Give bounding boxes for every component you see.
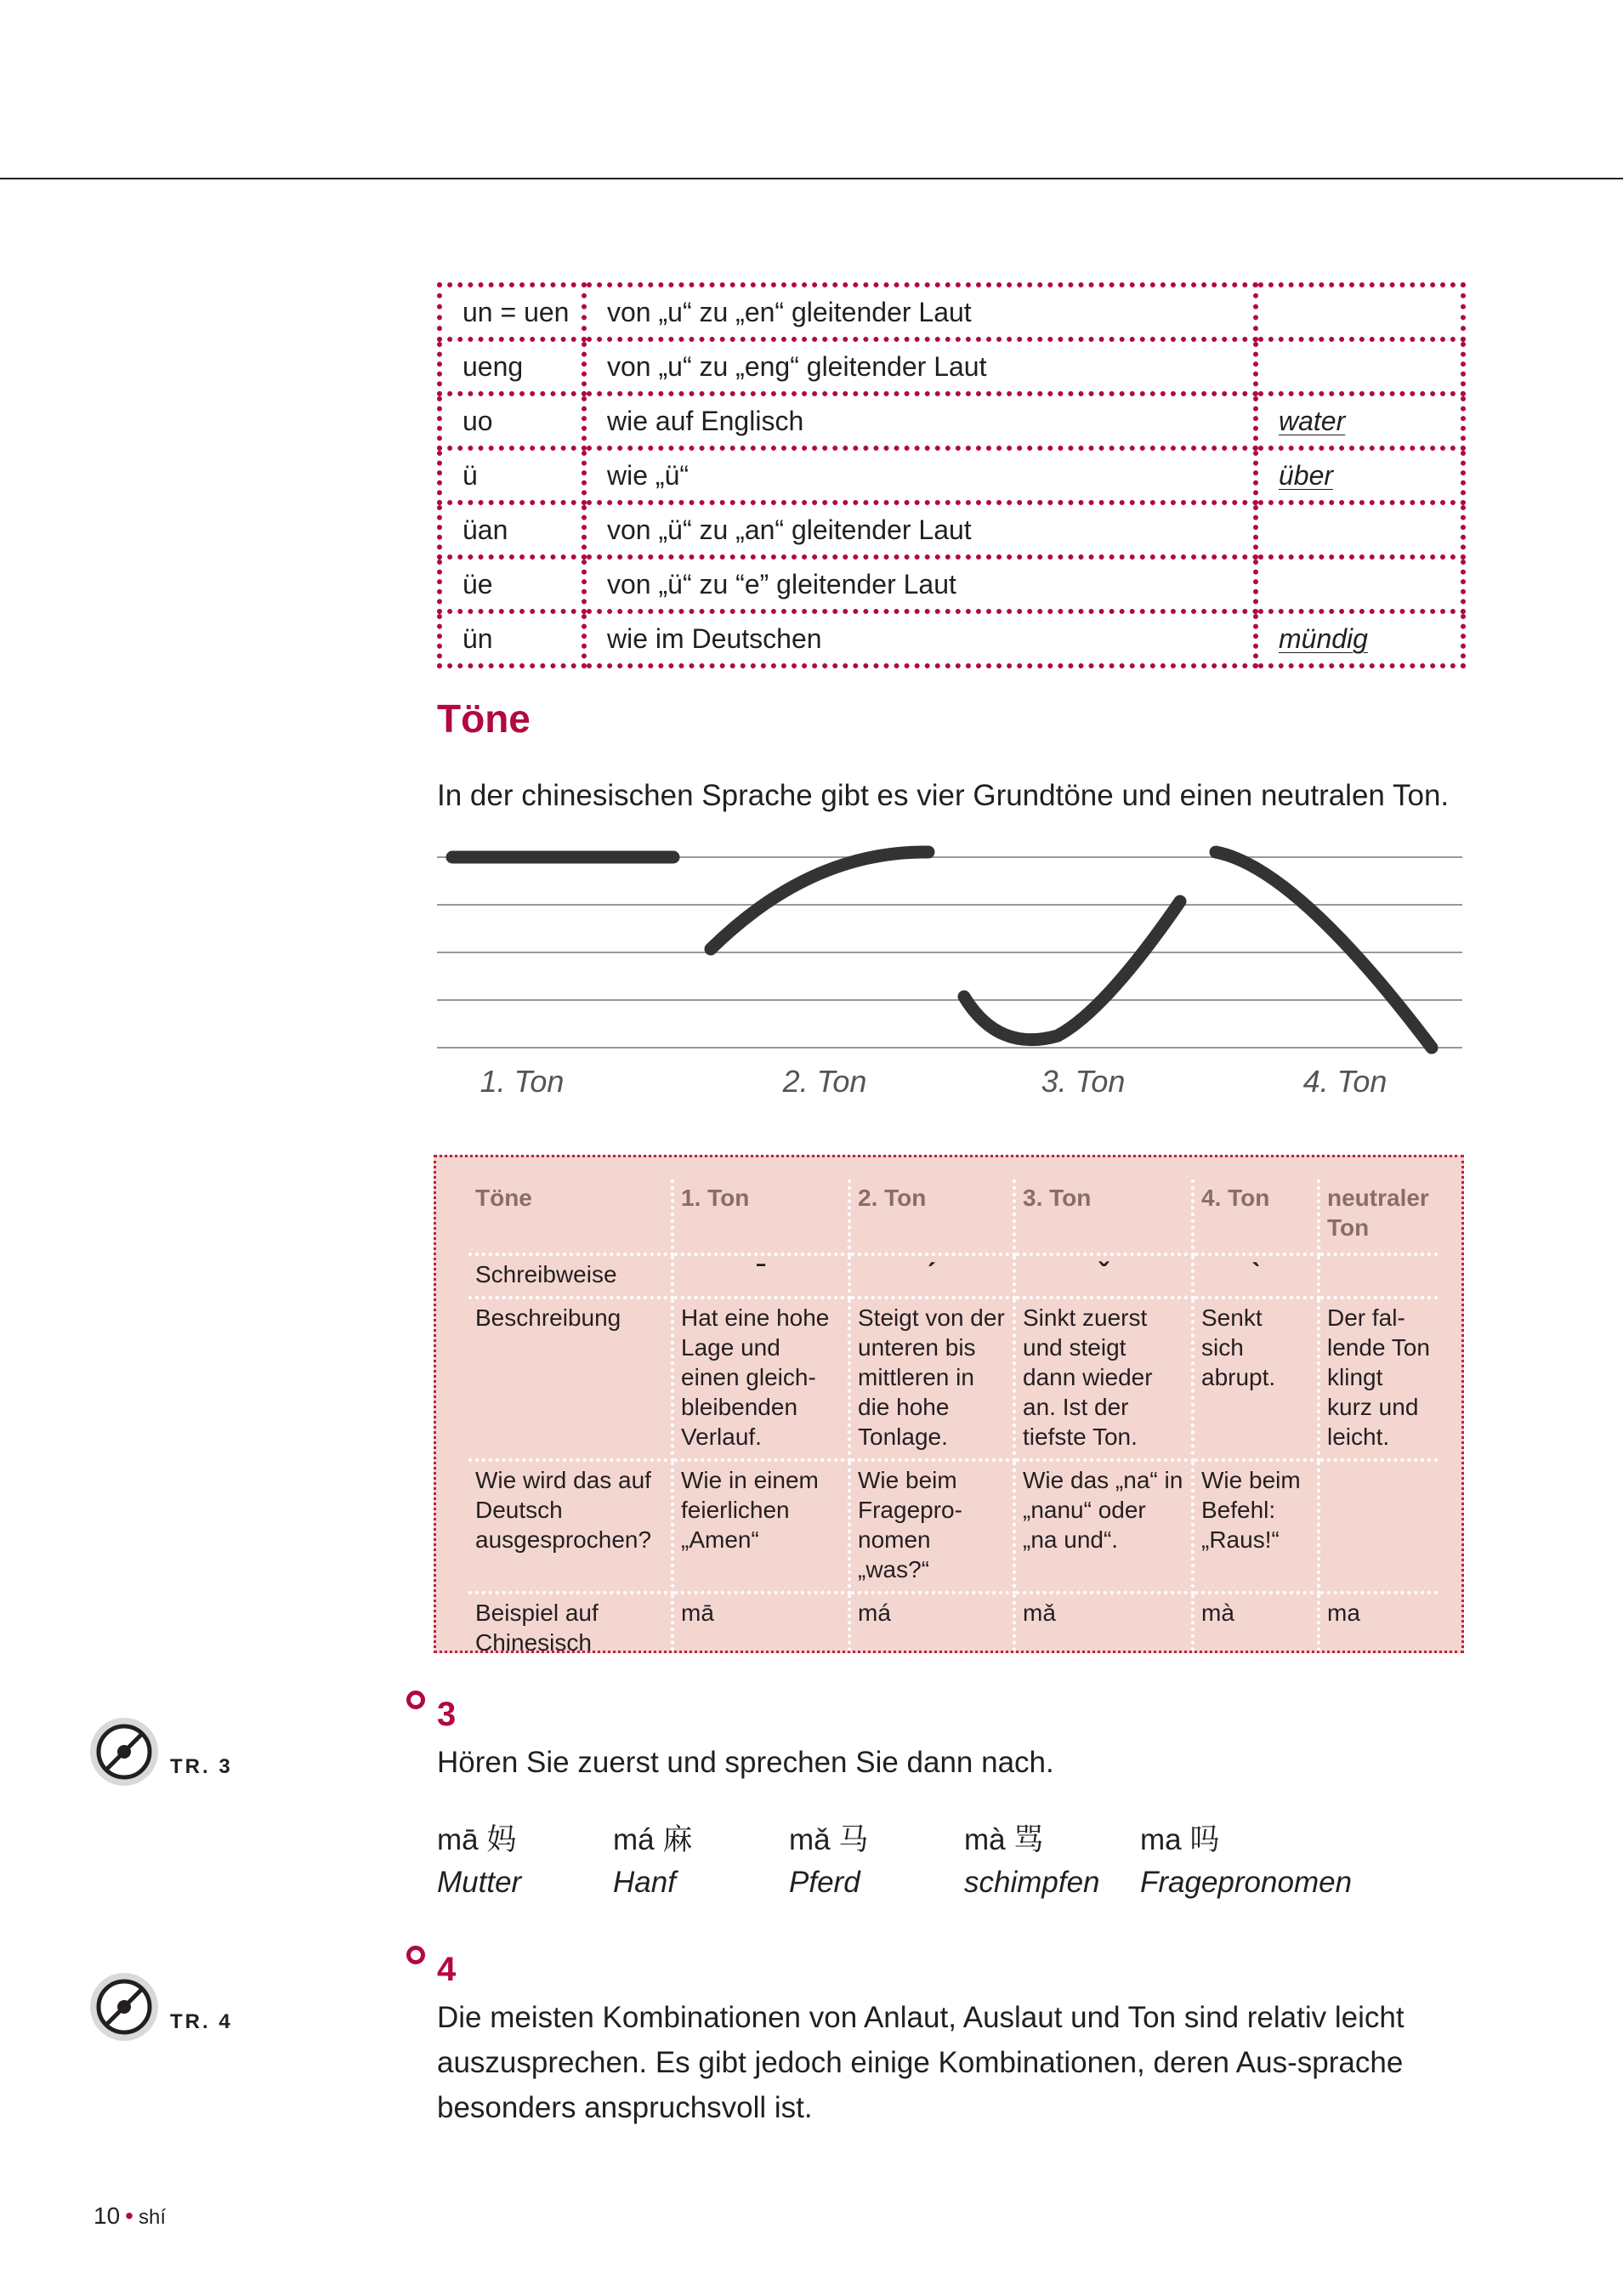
staff-lines [437, 857, 1462, 1048]
column-header: Töne [468, 1179, 672, 1254]
section-title: Töne [437, 696, 531, 741]
table-cell: má [849, 1593, 1014, 1664]
example-cell: über [1256, 448, 1463, 503]
table-cell: Wie das „na“ in „nanu“ oder „na und“. [1014, 1460, 1193, 1593]
pinyin-cell: ueng [440, 339, 584, 394]
column-header: 3. Ton [1014, 1179, 1193, 1254]
word-german: Pferd [789, 1866, 860, 1899]
description-cell: von „ü“ zu “e” gleitender Laut [584, 557, 1256, 611]
pinyin-cell: üan [440, 503, 584, 557]
table-row [440, 339, 1463, 394]
pinyin-cell: un = uen [440, 285, 584, 339]
table-row [468, 1593, 1438, 1664]
word-pinyin: mǎ 马 [789, 1823, 869, 1856]
table-cell: mǎ [1014, 1593, 1193, 1664]
tone-label: 1. Ton [480, 1064, 565, 1099]
word-german: Hanf [613, 1866, 676, 1899]
table-row [440, 503, 1463, 557]
table-cell: Wie beim Befehl: „Raus!“ [1193, 1460, 1319, 1593]
vowel-table [437, 282, 1466, 668]
row-label: Beispiel auf Chinesisch [468, 1593, 672, 1664]
page-number: 10 [94, 2202, 121, 2229]
table-cell: Steigt von der unteren bis mittleren in die hohe Tonlage. [849, 1298, 1014, 1460]
table-cell: Sinkt zuerst und steigt dann wieder an. Ist der tiefste Ton. [1014, 1298, 1193, 1460]
example-cell [1256, 285, 1463, 339]
word-pinyin: mā 妈 [437, 1823, 517, 1856]
tone-mark: ˉ [672, 1254, 849, 1298]
tone-table-box [434, 1155, 1464, 1656]
exercise-number: 3 [437, 1696, 457, 1733]
column-header: neutraler Ton [1319, 1179, 1438, 1254]
column-header: 2. Ton [849, 1179, 1014, 1254]
column-header: 4. Ton [1193, 1179, 1319, 1254]
footer-bullet: • [125, 2202, 133, 2229]
table-row [468, 1298, 1438, 1460]
row-label: Beschreibung [468, 1298, 672, 1460]
example-cell: water [1256, 394, 1463, 448]
page-footer [94, 2202, 166, 2230]
example-cell [1256, 503, 1463, 557]
table-header-row [468, 1179, 1438, 1254]
description-cell: wie im Deutschen [584, 611, 1256, 666]
cd-icon[interactable] [88, 1716, 160, 1787]
table-cell: Wie in einem feierlichen „Amen“ [672, 1460, 849, 1593]
exercise-instruction: Hören Sie zuerst und sprechen Sie dann nach. [437, 1746, 1054, 1779]
page-pinyin: shí [138, 2206, 166, 2229]
pinyin-cell: uo [440, 394, 584, 448]
track-label: TR. 3 [170, 1755, 233, 1778]
word-german: Mutter [437, 1866, 522, 1899]
tone-label: 4. Ton [1302, 1064, 1387, 1099]
tone4-contour [1216, 852, 1432, 1048]
table-row [440, 448, 1463, 503]
column-header: 1. Ton [672, 1179, 849, 1254]
word-pinyin: ma 吗 [1140, 1823, 1220, 1856]
tone3-contour [964, 901, 1180, 1040]
word-german: schimpfen [964, 1866, 1100, 1899]
example-cell [1256, 339, 1463, 394]
word-german: Fragepronomen [1140, 1866, 1353, 1899]
table-row [468, 1254, 1438, 1298]
pinyin-cell: ün [440, 611, 584, 666]
exercise-bullet-icon [406, 1946, 425, 1964]
tone-label: 3. Ton [1041, 1064, 1126, 1099]
word-pinyin: mà 骂 [964, 1823, 1044, 1856]
list-item [437, 1816, 624, 1900]
table-row [440, 285, 1463, 339]
table-cell: Senkt sich abrupt. [1193, 1298, 1319, 1460]
description-cell: wie auf Englisch [584, 394, 1256, 448]
table-cell: mā [672, 1593, 849, 1664]
example-cell [1256, 557, 1463, 611]
list-item [1140, 1816, 1412, 1900]
row-label: Wie wird das auf Deutsch ausgesprochen? [468, 1460, 672, 1593]
table-cell: Wie beim Fragepro-nomen „was?“ [849, 1460, 1014, 1593]
tone-diagram [437, 840, 1466, 1112]
tone-mark: ˇ [1014, 1254, 1193, 1298]
table-cell: ma [1327, 1600, 1360, 1626]
top-rule [0, 178, 1623, 179]
track-label: TR. 4 [170, 2010, 233, 2033]
tone-mark: ˊ [849, 1254, 1014, 1298]
description-cell: wie „ü“ [584, 448, 1256, 503]
description-cell: von „u“ zu „en“ gleitender Laut [584, 285, 1256, 339]
list-item [964, 1816, 1151, 1900]
description-cell: von „ü“ zu „an“ gleitender Laut [584, 503, 1256, 557]
cd-icon[interactable] [88, 1971, 160, 2043]
list-item [789, 1816, 976, 1900]
tone-label: 2. Ton [782, 1064, 867, 1099]
pinyin-cell: ü [440, 448, 584, 503]
description-cell: von „u“ zu „eng“ gleitender Laut [584, 339, 1256, 394]
row-label: Schreibweise [468, 1254, 672, 1298]
pinyin-cell: üe [440, 557, 584, 611]
table-cell: Hat eine hohe Lage und einen gleich-bleibenden Verlauf. [672, 1298, 849, 1460]
table-row [468, 1460, 1438, 1593]
exercise-bullet-icon [406, 1691, 425, 1709]
table-row [440, 394, 1463, 448]
table-cell: mà [1193, 1593, 1319, 1664]
exercise-instruction: Die meisten Kombinationen von Anlaut, Auslaut und Ton sind relativ leicht auszusprechen. Es gibt jedoch einige Kombinationen, deren Aus-sprache besonders anspruchsvoll ist. [437, 2001, 1405, 2124]
tone2-contour [711, 852, 928, 949]
tone-table [468, 1179, 1438, 1664]
list-item [613, 1816, 800, 1900]
table-cell: Der fal-lende Ton klingt kurz und leicht. [1319, 1298, 1438, 1460]
tone-mark: ˋ [1193, 1254, 1319, 1298]
tone-mark [1319, 1254, 1438, 1298]
word-pinyin: má 麻 [613, 1823, 693, 1856]
intro-text: In der chinesischen Sprache gibt es vier Grundtöne und einen neutralen Ton. [437, 779, 1450, 812]
table-row [440, 557, 1463, 611]
exercise-number: 4 [437, 1951, 457, 1988]
table-row [440, 611, 1463, 666]
table-cell [1319, 1460, 1438, 1593]
example-cell: mündig [1256, 611, 1463, 666]
